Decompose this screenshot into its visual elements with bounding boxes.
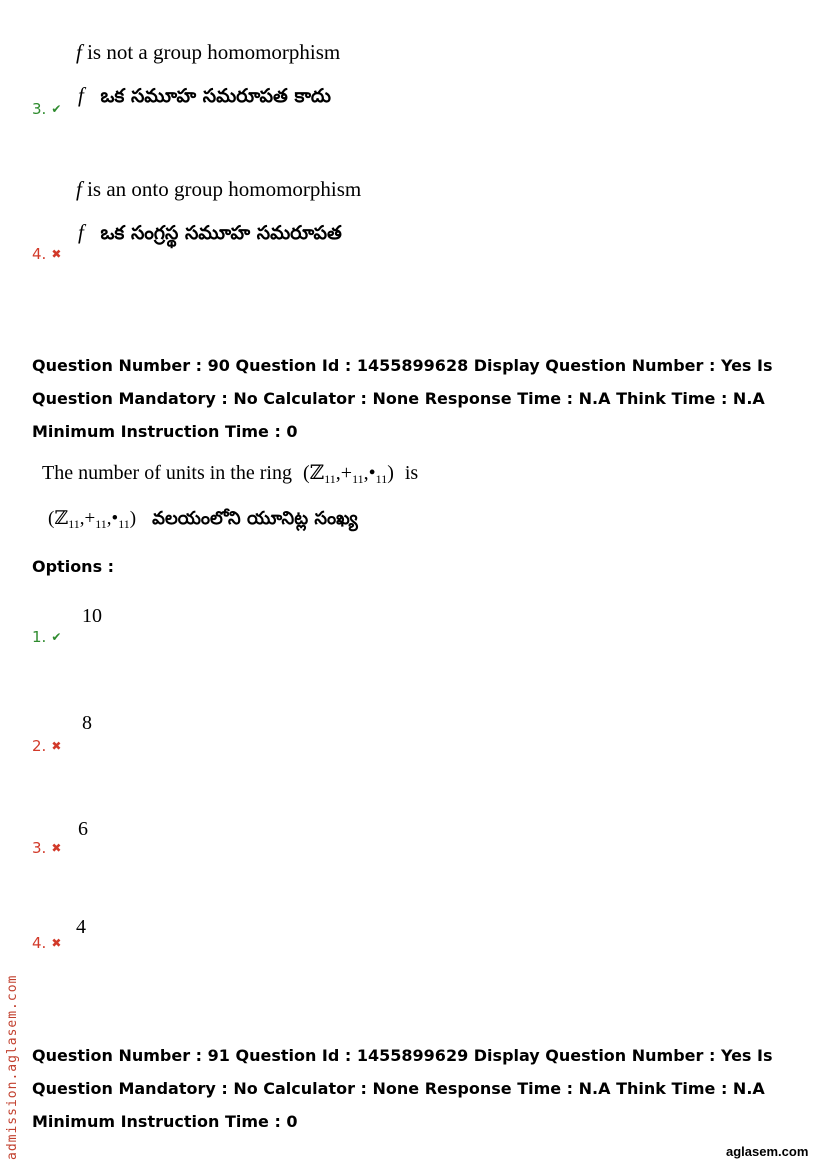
telugu-text: ఒక సమూహ సమరూపత కాదు [100,85,331,107]
telugu-text: వలయంలోని యూనిట్ల సంఖ్య [152,508,358,529]
option-text: is not a group homomorphism [87,40,341,64]
cross-icon: ✖ [51,841,62,855]
option-2-number: 2. ✖ [32,737,62,755]
option-4-number: 4. ✖ [32,934,62,952]
check-icon: ✔ [51,102,62,116]
option-text: is an onto group homomorphism [87,177,362,201]
cross-icon: ✖ [51,936,62,950]
option-number: 3. [32,100,47,118]
option-number: 4. [32,245,47,263]
math-f: f [76,177,82,201]
option-1-number: 1. ✔ [32,628,62,646]
question-text-suffix: is [404,462,419,484]
cross-icon: ✖ [51,247,62,261]
watermark: admission.aglasem.com [5,974,20,1160]
option-3-telugu-text [78,83,331,112]
option-3-value: 6 [78,818,88,840]
question-91-info: Question Number : 91 Question Id : 1455899629 Display Question Number : Yes Is Question Mandatory : No Calculator : None Response Time : N.A Think Time : N.A Minimum Instruction Time : 0 [32,1046,773,1131]
option-2-value: 8 [82,712,92,734]
option-4-number [32,245,61,263]
question-90-telugu [48,507,358,533]
option-4-english-text [76,177,361,202]
math-f: f [76,40,82,64]
option-3-number [32,100,61,118]
question-90-english [42,460,418,487]
ring-notation: $(ℤ_{11},+_{11},•_{11})$ [302,462,394,486]
check-icon: ✔ [51,630,62,644]
telugu-text: ఒక సంగ్రస్థ సమూహ సమరూపత [100,222,342,244]
option-3-number: 3. ✖ [32,839,62,857]
math-f: f [78,83,84,107]
footer-site: aglasem.com [726,1144,809,1159]
math-f: f [78,220,84,244]
option-3-english-text [76,40,340,65]
options-label: Options : [32,557,115,576]
cross-icon: ✖ [51,739,62,753]
option-4-value: 4 [76,916,86,938]
ring-notation: $(ℤ_{11},+_{11},•_{11})$ [48,508,137,531]
question-text: The number of units in the ring [42,462,292,484]
question-90-info: Question Number : 90 Question Id : 1455899628 Display Question Number : Yes Is Question Mandatory : No Calculator : None Response Time : N.A Think Time : N.A Minimum Instruction Time : 0 [32,356,773,441]
option-1-value: 10 [82,605,102,627]
option-4-telugu-text [78,220,342,249]
